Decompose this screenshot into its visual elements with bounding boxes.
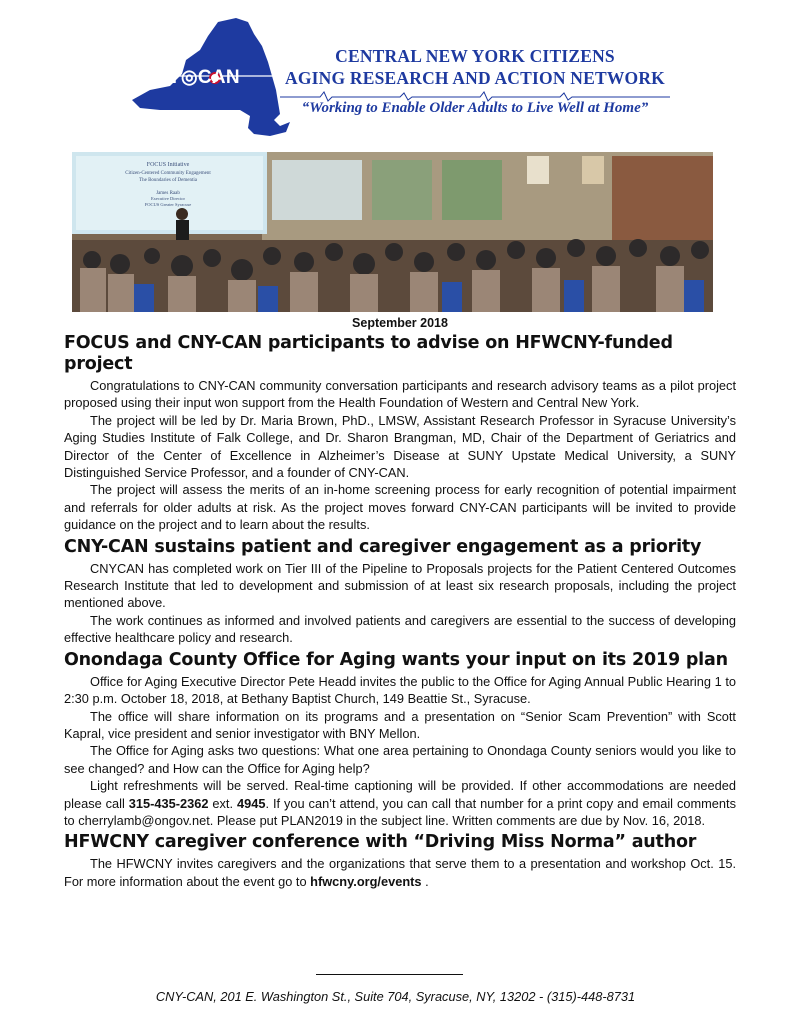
paragraph: The project will be led by Dr. Maria Brown, PhD., LMSW, Assistant Research Professor in Syracuse University’s Aging Studies Institute of Falk College, and Dr. Sharon Brangman, MD, Chair of the Department of Geriatrics and Director of the Center of Excellence in Alzheimer’s Disease at SUNY Upstate Medical University, a SUNY Distinguished Service Professor, and a founder of CNY-CAN. [64, 412, 736, 481]
text-span: . [421, 873, 429, 889]
footer-divider [316, 974, 463, 975]
screen-line-5: Executive Director [150, 196, 186, 201]
logo-wordmark: CNY◎CAN [140, 67, 240, 88]
events-link[interactable]: hfwcny.org/events [310, 873, 422, 889]
section-heading-engagement: CNY-CAN sustains patient and caregiver engagement as a priority [64, 536, 702, 557]
screen-line-6: FOCUS Greater Syracuse [144, 202, 192, 207]
screen-line-2: Citizen-Centered Community Engagement [125, 171, 211, 176]
org-name-line-2: AGING RESEARCH AND ACTION NETWORK [285, 68, 665, 88]
section-heading-focus-project: FOCUS and CNY-CAN participants to advise on HFWCNY-funded project [64, 333, 673, 374]
paragraph: The office will share information on its programs and a presentation on “Senior Scam Prevention” with Scott Kapral, vice president and senior investigator with BNY Mellon. [64, 708, 736, 741]
paragraph: The work continues as informed and involved patients and caregivers are essential to the success of developing effective healthcare policy and research. [64, 612, 736, 646]
paragraph-conference [64, 855, 736, 890]
paragraph: The Office for Aging asks two questions: What one area pertaining to Onondaga County seniors would you like to see changed? and How can the Office for Aging help? [64, 743, 736, 776]
footer-address: CNY-CAN, 201 E. Washington St., Suite 704, Syracuse, NY, 13202 - (315)-448-8731 [155, 989, 636, 1004]
phone-extension: 4945 [236, 795, 266, 811]
paragraph: Congratulations to CNY-CAN community conversation participants and research advisory teams as a pilot project proposed using their input won support from the Health Foundation of Western and Central New York. [64, 378, 736, 411]
newsletter-body [64, 316, 736, 890]
section-heading-office-for-aging: Onondaga County Office for Aging wants your input on its 2019 plan [64, 649, 728, 670]
screen-line-4: James Raab [156, 191, 180, 196]
section-heading-caregiver-conference: HFWCNY caregiver conference with “Driving Miss Norma” author [64, 832, 697, 853]
screen-title: FOCUS Initiative [146, 162, 190, 168]
text-span: Light refreshments will be served. Real-time captioning will be provided. If other accommodations are needed please call [64, 778, 736, 811]
text-span: . If you can’t attend, you can call that number for a print copy and email comments to cherrylamb@ongov.net. Please put PLAN2019 in the subject line. Written comments are due by Nov. 16, 2018. [64, 795, 736, 828]
meeting-photo [72, 152, 713, 312]
paragraph: Office for Aging Executive Director Pete Headd invites the public to the Office for Aging Annual Public Hearing 1 to 2:30 p.m. October 18, 2018, at Bethany Baptist Church, 149 Beattie St., Syracuse. [64, 673, 736, 707]
phone-number: 315-435-2362 [128, 795, 209, 811]
paragraph: CNYCAN has completed work on Tier III of the Pipeline to Proposals projects for the Patient Centered Outcomes Research Institute that led to development and submission of at least six research proposals, including the project mentioned above. [64, 560, 736, 611]
tagline: “Working to Enable Older Adults to Live Well at Home” [301, 100, 649, 116]
issue-date: September 2018 [352, 316, 448, 330]
text-span: ext. [208, 795, 237, 811]
text-span: The HFWCNY invites caregivers and the organizations that serve them to a presentation and workshop Oct. 15. For more information about the event go to [64, 856, 736, 889]
letterhead [130, 16, 670, 142]
paragraph-accommodations [64, 777, 736, 829]
meeting-photo-illustration [72, 152, 713, 312]
screen-line-3: The Boundaries of Dementia [139, 178, 197, 183]
paragraph: The project will assess the merits of an in-home screening process for early recognition of potential impairment and referrals for older adults at risk. As the project moves forward CNY-CAN participants will be invited to provide guidance on the project and to learn about the results. [64, 482, 736, 533]
org-name-line-1: CENTRAL NEW YORK CITIZENS [335, 46, 615, 66]
